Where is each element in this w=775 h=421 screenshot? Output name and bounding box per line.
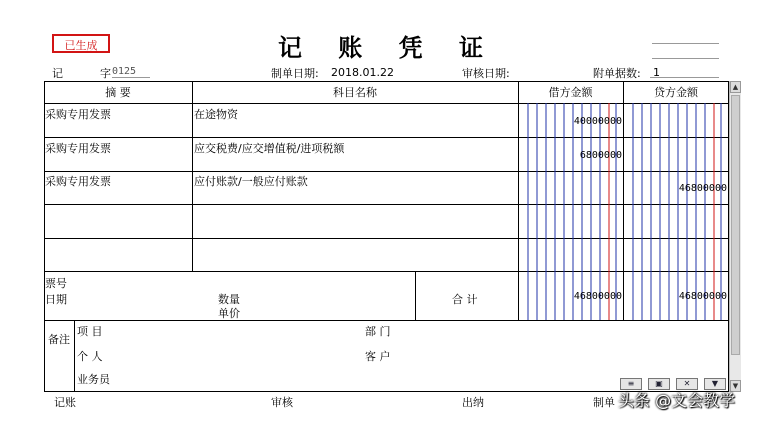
total-credit: 46800000 <box>678 291 727 302</box>
ticket-number-label: 票号 <box>45 277 67 290</box>
voucher-number-underline <box>112 77 150 78</box>
row-2-debit[interactable]: 6800000 <box>579 150 622 161</box>
total-debit: 46800000 <box>573 291 622 302</box>
col-line-qty <box>415 271 416 320</box>
header-debit: 借方金额 <box>548 86 593 99</box>
credit-digit-lines <box>624 103 729 320</box>
ticket-date-label: 日期 <box>45 293 67 306</box>
attachment-underline <box>650 77 719 78</box>
make-date-label: 制单日期: <box>271 67 319 80</box>
voucher-word-suffix: 字 <box>100 67 111 80</box>
footer-maker: 制单 <box>593 396 615 409</box>
scroll-thumb[interactable] <box>731 95 740 355</box>
make-date-value[interactable]: 2018.01.22 <box>331 66 394 79</box>
footer-cashier: 出纳 <box>462 396 484 409</box>
unit-price-label: 单价 <box>218 307 240 320</box>
review-date-label: 审核日期: <box>462 67 510 80</box>
row-1-debit[interactable]: 40000000 <box>573 116 622 127</box>
remark-project-label: 项 目 <box>77 325 103 338</box>
remark-customer-label: 客 户 <box>365 350 391 363</box>
remark-salesman-label: 业务员 <box>77 373 110 386</box>
attachment-label: 附单据数: <box>593 67 641 80</box>
footer-bookkeeping: 记账 <box>54 396 76 409</box>
header-summary: 摘 要 <box>105 86 131 99</box>
voucher-number[interactable]: 0125 <box>112 66 137 77</box>
watermark-text: 头条 @文会教学 <box>618 391 736 410</box>
header-credit: 贷方金额 <box>654 86 698 99</box>
row-1-summary[interactable]: 采购专用发票 <box>45 108 111 121</box>
card-icon[interactable]: ▣ <box>648 378 670 390</box>
title-rule-top <box>652 43 719 44</box>
total-row-line <box>44 320 729 321</box>
voucher-title: 记 账 凭 证 <box>277 33 498 62</box>
tools-icon[interactable]: ✕ <box>676 378 698 390</box>
row-3-account[interactable]: 应付账款/一般应付账款 <box>194 175 308 188</box>
note-icon[interactable]: ≡ <box>620 378 642 390</box>
total-label: 合 计 <box>452 293 478 306</box>
row-3-credit[interactable]: 46800000 <box>678 183 727 194</box>
remarks-label: 备注 <box>48 333 70 346</box>
title-rule-bottom <box>652 58 719 59</box>
status-stamp: 已生成 <box>52 34 110 53</box>
header-account: 科目名称 <box>333 86 377 99</box>
debit-digit-lines <box>519 103 623 320</box>
remark-dept-label: 部 门 <box>365 325 391 338</box>
voucher-word: 记 <box>52 67 63 80</box>
row-2-account[interactable]: 应交税费/应交增值税/进项税额 <box>194 142 345 155</box>
footer-review: 审核 <box>271 396 293 409</box>
row-2-summary[interactable]: 采购专用发票 <box>45 142 111 155</box>
row-1-account[interactable]: 在途物资 <box>194 108 238 121</box>
row-3-summary[interactable]: 采购专用发票 <box>45 175 111 188</box>
col-line-summary <box>192 81 193 271</box>
scroll-down-icon[interactable]: ▼ <box>730 380 741 392</box>
collapse-icon[interactable]: ▼ <box>704 378 726 390</box>
vertical-scrollbar[interactable] <box>729 81 741 392</box>
col-line-remark <box>74 320 75 392</box>
scroll-up-icon[interactable]: ▲ <box>730 81 741 93</box>
quantity-label: 数量 <box>218 293 240 306</box>
attachment-count[interactable]: 1 <box>653 66 660 79</box>
remark-person-label: 个 人 <box>77 350 103 363</box>
